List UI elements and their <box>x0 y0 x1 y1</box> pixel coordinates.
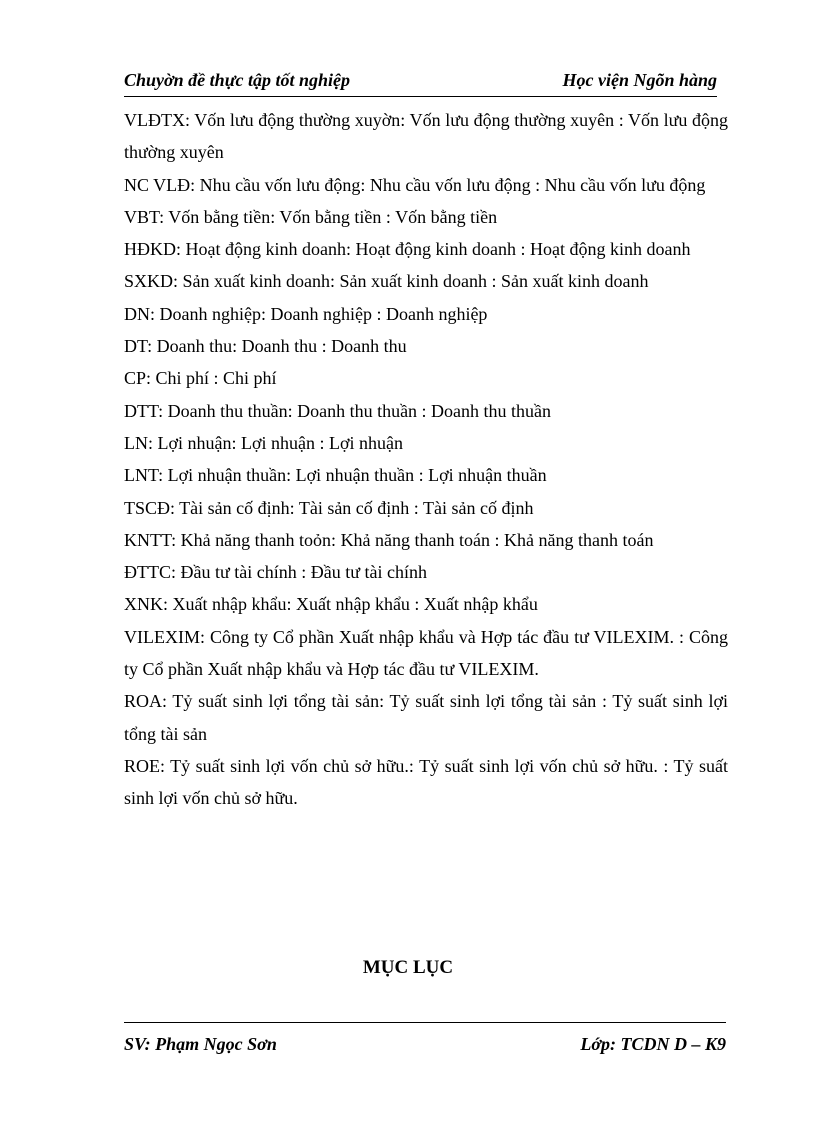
header-title: Chuyờn đề thực tập tốt nghiệp <box>124 70 350 90</box>
table-of-contents-heading: MỤC LỤC <box>362 957 454 978</box>
footer-class: Lớp: TCDN D – K9 <box>580 1034 726 1054</box>
page-header <box>124 68 717 97</box>
abbreviation-entry: DTT: Doanh thu thuần: Doanh thu thuần : Doanh thu thuần <box>124 400 552 421</box>
abbreviation-entry: KNTT: Khả năng thanh toỏn: Khả năng thanh toán : Khả năng thanh toán <box>124 529 654 550</box>
abbreviation-entry: ĐTTC: Đầu tư tài chính : Đầu tư tài chính <box>124 562 427 583</box>
abbreviation-entry: VBT: Vốn bằng tiền: Vốn bằng tiền : Vốn bằng tiền <box>124 206 498 227</box>
abbreviation-entry: XNK: Xuất nhập khẩu: Xuất nhập khẩu : Xuất nhập khẩu <box>124 594 538 615</box>
abbreviation-entry: LNT: Lợi nhuận thuần: Lợi nhuận thuần : Lợi nhuận thuần <box>124 465 547 486</box>
abbreviation-entry: VILEXIM: Công ty Cổ phần Xuất nhập khẩu và Hợp tác đầu tư VILEXIM. : Công ty Cổ phần Xuất nhập khẩu và Hợp tác đầu tư VILEXIM. <box>124 626 728 680</box>
abbreviation-entry: ROA: Tỷ suất sinh lợi tổng tài sản: Tỷ suất sinh lợi tổng tài sản : Tỷ suất sinh lợi tổng tài sản <box>124 691 728 744</box>
abbreviation-entry: HĐKD: Hoạt động kinh doanh: Hoạt động kinh doanh : Hoạt động kinh doanh <box>124 239 691 260</box>
abbreviation-entry: LN: Lợi nhuận: Lợi nhuận : Lợi nhuận <box>124 432 404 453</box>
abbreviation-entry: VLĐTX: Vốn lưu động thường xuyờn: Vốn lưu động thường xuyên : Vốn lưu động thường xuyên <box>124 110 728 163</box>
abbreviation-entry: NC VLĐ: Nhu cầu vốn lưu động: Nhu cầu vốn lưu động : Nhu cầu vốn lưu động <box>124 174 706 195</box>
abbreviation-entry: CP: Chi phí : Chi phí <box>124 368 277 389</box>
abbreviation-entry: ROE: Tỷ suất sinh lợi vốn chủ sở hữu.: Tỷ suất sinh lợi vốn chủ sở hữu. : Tỷ suất sinh lợi vốn chủ sở hữu. <box>124 755 728 809</box>
footer-student-name: SV: Phạm Ngọc Sơn <box>124 1034 277 1054</box>
abbreviation-entry: DN: Doanh nghiệp: Doanh nghiệp : Doanh nghiệp <box>124 303 488 324</box>
abbreviation-entry: SXKD: Sản xuất kinh doanh: Sản xuất kinh doanh : Sản xuất kinh doanh <box>124 271 649 292</box>
page-footer <box>124 1022 726 1063</box>
abbreviation-list <box>124 104 728 815</box>
header-institution: Học viện Ngõn hàng <box>562 70 717 90</box>
abbreviation-entry: DT: Doanh thu: Doanh thu : Doanh thu <box>124 336 407 357</box>
abbreviation-entry: TSCĐ: Tài sản cố định: Tài sản cố định : Tài sản cố định <box>124 497 534 518</box>
